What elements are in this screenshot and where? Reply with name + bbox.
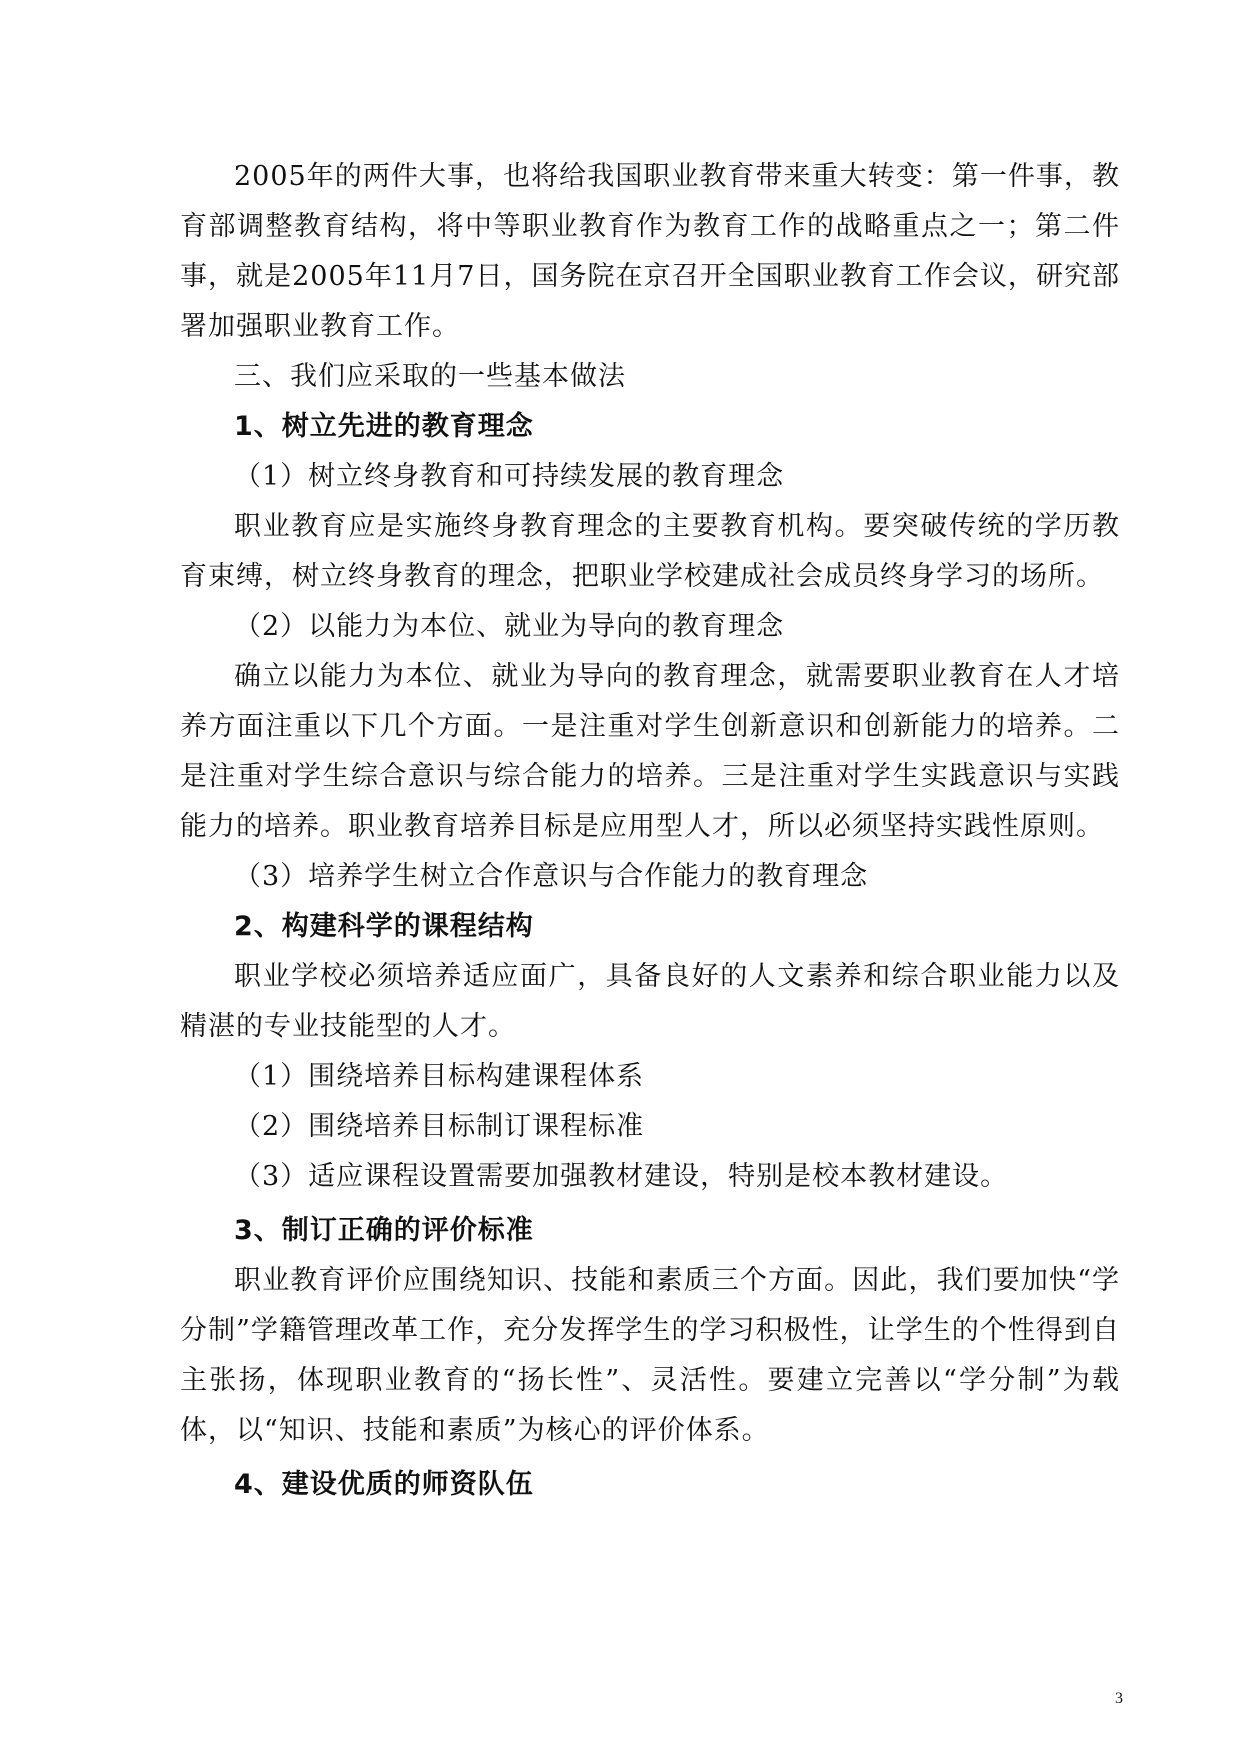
paragraph-lifelong-education: 职业教育应是实施终身教育理念的主要教育机构。要突破传统的学历教育束缚，树立终身教育的理念，把职业学校建成社会成员终身学习的场所。 <box>180 511 1120 592</box>
paragraph-ability-orientation: 确立以能力为本位、就业为导向的教育理念，就需要职业教育在人才培养方面注重以下几个方面。一是注重对学生创新意识和创新能力的培养。二是注重对学生综合意识与综合能力的培养。三是注重对学生实践意识与实践能力的培养。职业教育培养目标是应用型人才，所以必须坚持实践性原则。 <box>180 661 1120 842</box>
subsection-heading-2: 2、构建科学的课程结构 <box>234 911 534 942</box>
item-2-2: （2）围绕培养目标制订课程标准 <box>234 1111 645 1142</box>
paragraph-evaluation: 职业教育评价应围绕知识、技能和素质三个方面。因此，我们要加快“学分制”学籍管理改革工作，充分发挥学生的学习积极性，让学生的个性得到自主张扬，体现职业教育的“扬长性”、灵活性。要建立完善以“学分制”为载体，以“知识、技能和素质”为核心的评价体系。 <box>180 1265 1120 1446</box>
page-number: 3 <box>1115 1690 1123 1707</box>
item-2-1: （1）围绕培养目标构建课程体系 <box>234 1061 645 1092</box>
item-1-2: （2）以能力为本位、就业为导向的教育理念 <box>234 611 785 642</box>
section-heading-3: 三、我们应采取的一些基本做法 <box>234 361 626 392</box>
item-1-3: （3）培养学生树立合作意识与合作能力的教育理念 <box>234 861 869 892</box>
item-2-3: （3）适应课程设置需要加强教材建设，特别是校本教材建设。 <box>234 1161 1009 1192</box>
item-1-1: （1）树立终身教育和可持续发展的教育理念 <box>234 461 785 492</box>
subsection-heading-1: 1、树立先进的教育理念 <box>234 411 534 442</box>
paragraph-2005-events: 2005年的两件大事，也将给我国职业教育带来重大转变：第一件事，教育部调整教育结构，将中等职业教育作为教育工作的战略重点之一；第二件事，就是2005年11月7日，国务院在京召开全国职业教育工作会议，研究部署加强职业教育工作。 <box>180 161 1120 342</box>
paragraph-talent-training: 职业学校必须培养适应面广，具备良好的人文素养和综合职业能力以及精湛的专业技能型的人才。 <box>180 961 1120 1042</box>
subsection-heading-4: 4、建设优质的师资队伍 <box>234 1469 534 1500</box>
subsection-heading-3: 3、制订正确的评价标准 <box>234 1215 534 1246</box>
document-body <box>180 152 1120 1510</box>
